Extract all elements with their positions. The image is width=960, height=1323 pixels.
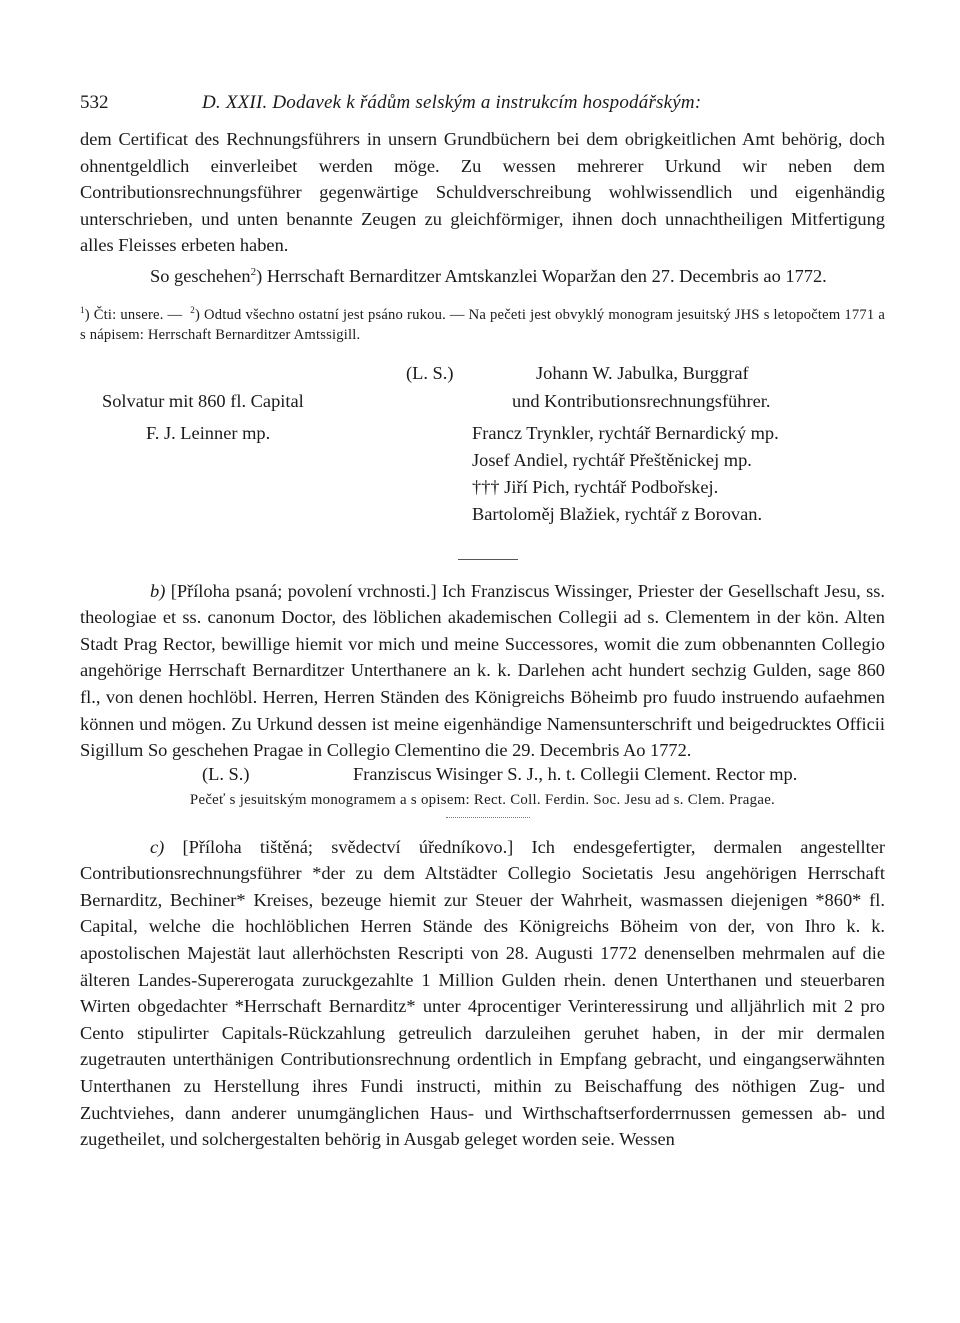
signature-andiel: Josef Andiel, rychtář Přeštěnickej mp. (472, 449, 752, 470)
page-header (80, 92, 885, 126)
solvatur-note: Solvatur mit 860 fl. Capital (102, 390, 304, 411)
signature-leinner: F. J. Leinner mp. (146, 422, 271, 443)
footnote-ref-2: 2 (250, 265, 257, 278)
signature-pich: ††† Jiří Pich, rychtář Podbořskej. (472, 476, 719, 497)
signature-block (80, 355, 885, 545)
footnotes (80, 300, 885, 345)
section-c-label: c) (150, 836, 165, 857)
signature-trynkler: Francz Trynkler, rychtář Bernardický mp. (472, 422, 779, 443)
paragraph-2-rest: ) Herrschaft Bernarditzer Amtskanzlei Woparžan den 27. Decembris ao 1772. (256, 266, 827, 287)
page-number: 532 (80, 92, 109, 113)
paragraph-2 (80, 259, 885, 290)
signature-wisinger: Franziscus Wisinger S. J., h. t. Collegii Clement. Rector mp. (353, 763, 798, 784)
running-title: D. XXII. Dodavek k řádům selským a instrukcím hospodářským: (202, 92, 702, 113)
footnote-2-mark: 2 (190, 304, 195, 315)
section-c-body: [Příloha tištěná; svědectví úředníkovo.] Ich endesgefertigter, dermalen angestellter Contributionsrechnungsführer *der zu dem Altstädter Collegio Societatis Jesu angehörigen Herrschaft Bernarditz, Bechiner* Kreises, bezeuge hiemit zur Steuer der Wahrheit, wasmassen diejenigen *860* fl. Capital, welche die hochlöblichen Herren Stände des Königreichs Böheim von der, von Ihro k. k. apostolischen Majestät laut allerhöchsten Rescripti von 28. Augusti 1772 denenselben mehrmalen auf die älteren Landes-Supererogata zuruckgezahlte 1 Million Gulden rhein. denen Unterthanen und steuerbaren Wirten obgedachter *Herrschaft Bernarditz* unter 4procentiger Verinteressirung und alljährlich mit 2 pro Cento stipulirter Capitals-Rückzahlung getreulich darzuleihen geruhet haben, in der mir dermalen zugetrauten unterthänigen Contributionsrechnung ordentlich in Empfang gebracht, und eingangserwähnten Unterthanen zu Herstellung ihres Fundi instructi, mithin zu Beischaffung des nöthigen Zug- und Zuchtviehes, dann anderer unumgänglichen Haus- und Wirthschaftserforderrnussen gemessen ab- und zugetheilet, und solchergestalten behörig in Ausgab geleget worden seie. Wessen (80, 836, 885, 1150)
signature-jabulka: Johann W. Jabulka, Burggraf (536, 362, 749, 383)
paragraph-1: dem Certificat des Rechnungsführers in unsern Grundbüchern bei dem obrigkeitlichen Amt behörig, doch ohnentgeldlich einverleibet werden möge. Zu wessen mehrerer Urkund wir neben dem Contributionsrechnungsführer gegenwärtige Schuldverschreibung wohlwissendlich und eigenhändig unterschrieben, und unten benannte Zeugen zu gleichförmiger, ihnen doch unnachtheiligen Mitfertigung alles Fleisses erbeten haben. (80, 129, 885, 256)
section-b-text (80, 578, 885, 764)
section-c (80, 834, 885, 1153)
section-b-label: b) (150, 580, 166, 601)
section-b-signature-line (80, 764, 885, 790)
footnote-2: ) Odtud všechno ostatní jest psáno rukou. — Na pečeti jest obvyklý monogram jesuitský JHS s letopočtem 1771 a s nápisem: Herrschaft Bernarditzer Amtssigill. (80, 306, 886, 343)
section-divider (458, 559, 518, 560)
signature-jabulka-title: und Kontributionsrechnungsführer. (512, 390, 771, 411)
footnote-1: ) Čti: unsere. — (84, 306, 183, 323)
seal-note: Pečeť s jesuitským monogramem a s opisem: Rect. Coll. Ferdin. Soc. Jesu ad s. Clem. Pragae. (189, 791, 776, 808)
signature-blaziek: Bartoloměj Blažiek, rychtář z Borovan. (472, 503, 763, 524)
document-page (80, 92, 885, 1153)
section-c-text (80, 834, 885, 1153)
section-divider-2 (446, 817, 530, 818)
section-b-ls: (L. S.) (202, 763, 250, 784)
section-b (80, 578, 885, 809)
paragraph-2-start: So geschehen (150, 266, 251, 287)
seal-ls: (L. S.) (406, 362, 454, 383)
footnote-1-mark: 1 (80, 304, 85, 315)
section-b-body: [Příloha psaná; povolení vrchnosti.] Ich Franziscus Wissinger, Priester der Gesellschaft Jesu, ss. theologiae et ss. canonum Doctor, des löblichen akademischen Collegii ad s. Clementem in der kön. Alten Stadt Prag Rector, bewillige hiemit vor mich und meine Successores, womit die zum obbenannten Collegio angehörige Herrschaft Bernarditzer Unterthanere an k. k. Darlehen acht hundert sechzig Gulden, sage 860 fl., von denen hochlöbl. Herren, Herren Ständen des Königreichs Böheimb pro fuudo instruendo aufaehmen können und mögen. Zu Urkund dessen ist meine eigenhändige Namensunterschrift und beigedrucktes Officii Sigillum So geschehen Pragae in Collegio Clementino die 29. Decembris Ao 1772. (80, 580, 885, 761)
